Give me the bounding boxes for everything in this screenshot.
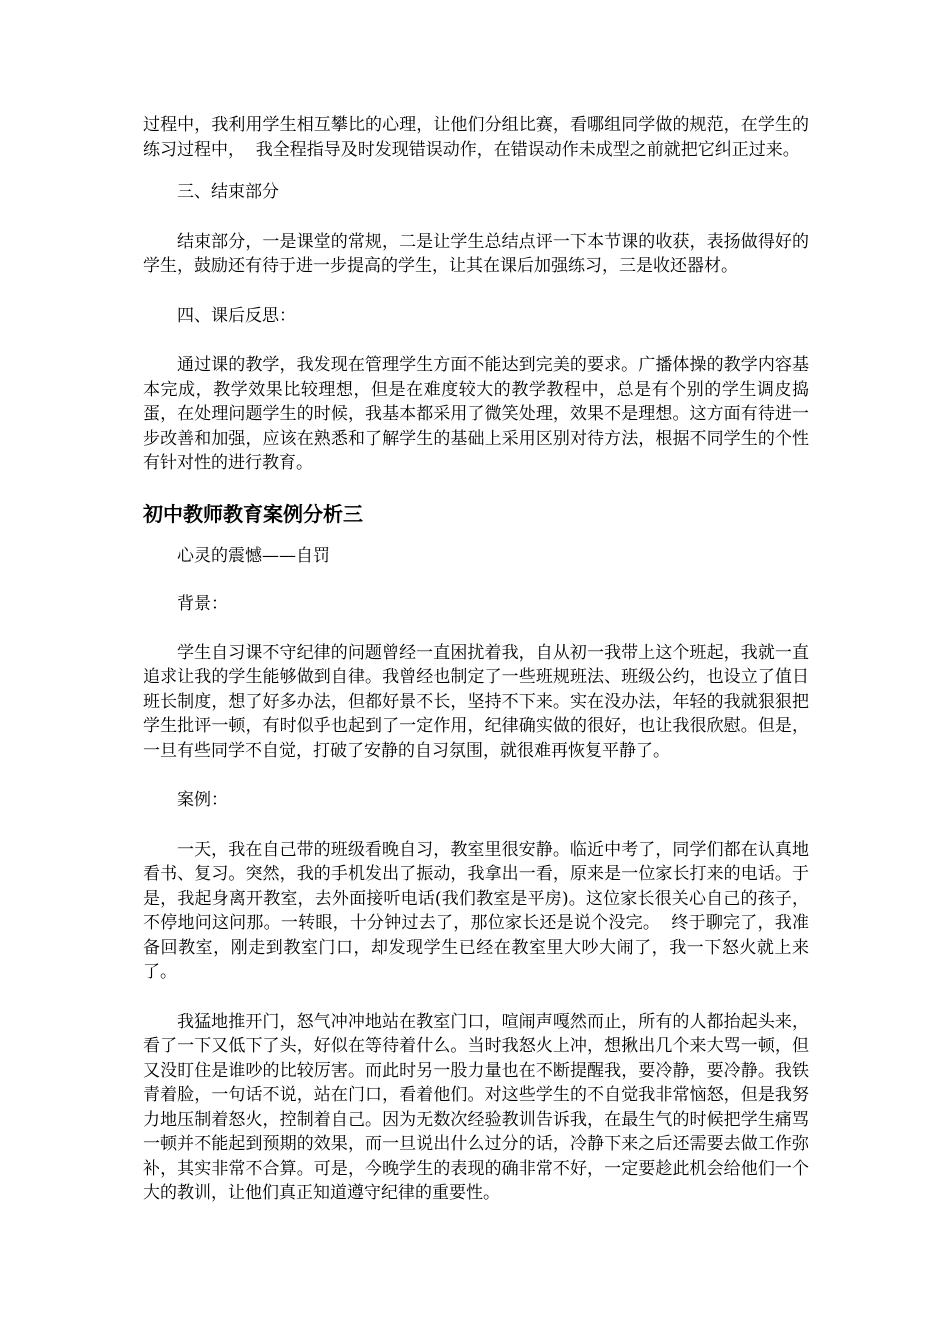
paragraph-case-reaction: 我猛地推开门，怒气冲冲地站在教室门口，喧闹声嘎然而止，所有的人都抬起头来，看了一下又低下了头，好似在等待着什么。当时我怒火上冲，想揪出几个来大骂一顿，但又没盯住是谁吵的比较厉害。而此时另一股力量也在不断提醒我，要冷静，要冷静。我铁青着脸，一句话不说，站在门口，看着他们。对这些学生的不自觉我非常恼怒，但是我努力地压制着怒火，控制着自己。因为无数次经验教训告诉我，在最生气的时候把学生痛骂一顿并不能起到预期的效果，而一旦说出什么过分的话，冷静下来之后还需要去做工作弥补，其实非常不合算。可是，今晚学生的表现的确非常不好，一定要趁此机会给他们一个大的教训，让他们真正知道遵守纪律的重要性。 [143, 1011, 809, 1203]
paragraph-background: 学生自习课不守纪律的问题曾经一直困扰着我，自从初一我带上这个班起，我就一直追求让我的学生能够做到自律。我曾经也制定了一些班规班法、班级公约，也设立了值日班长制度，想了好多办法，但都好景不长，坚持不下来。实在没办法，年轻的我就狠狠把学生批评一顿，有时似乎也起到了一定作用，纪律确实做的很好，也让我很欣慰。但是，一旦有些同学不自觉，打破了安静的自习氛围，就很难再恢复平静了。 [143, 642, 809, 761]
paragraph-practice-process: 过程中，我利用学生相互攀比的心理，让他们分组比赛，看哪组同学做的规范，在学生的练习过程中， 我全程指导及时发现错误动作，在错误动作未成型之前就把它纠正过来。 [143, 115, 809, 160]
label-case: 案例： [177, 790, 228, 810]
paragraph-reflection: 通过课的教学，我发现在管理学生方面不能达到完美的要求。广播体操的教学内容基本完成，教学效果比较理想，但是在难度较大的教学教程中，总是有个别的学生调皮捣蛋，在处理问题学生的时候，我基本都采用了微笑处理，效果不是理想。这方面有待进一步改善和加强，应该在熟悉和了解学生的基础上采用区别对待方法，根据不同学生的个性有针对性的进行教育。 [143, 355, 809, 473]
section-heading-ending: 三、结束部分 [177, 182, 279, 202]
section-heading-reflection: 四、课后反思： [177, 305, 296, 326]
article-heading: 初中教师教育案例分析三 [143, 501, 363, 526]
document-body [143, 113, 809, 1206]
label-background: 背景： [177, 594, 228, 614]
paragraph-ending-part: 结束部分，一是课堂的常规，二是让学生总结点评一下本节课的收获，表扬做得好的学生，鼓励还有待于进一步提高的学生，让其在课后加强练习，三是收还器材。 [143, 231, 809, 276]
case-title: 心灵的震憾——自罚 [177, 545, 330, 566]
paragraph-case-phone-call: 一天，我在自己带的班级看晚自习，教室里很安静。临近中考了，同学们都在认真地看书、复习。突然，我的手机发出了振动，我拿出一看，原来是一位家长打来的电话。于是，我起身离开教室，去外面接听电话(我们教室是平房)。这位家长很关心自己的孩子，不停地问这问那。一转眼，十分钟过去了，那位家长还是说个没完。 终于聊完了，我准备回教室，刚走到教室门口，却发现学生已经在教室里大吵大闹了，我一下怒火就上来了。 [143, 839, 809, 982]
